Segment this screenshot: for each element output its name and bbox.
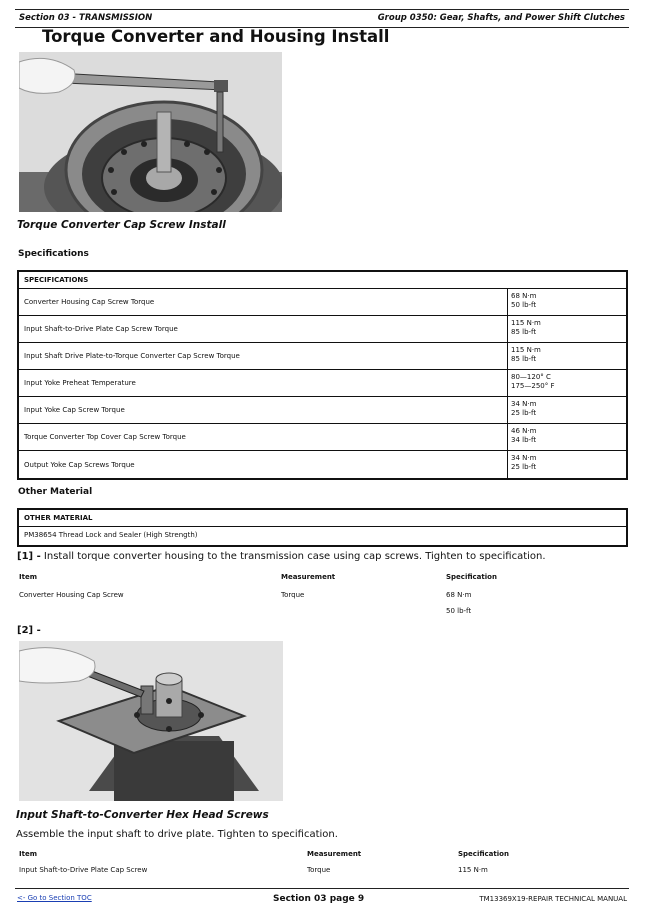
step-number: [1] - (17, 551, 41, 562)
spec-value (508, 289, 626, 315)
other-material-table (17, 508, 628, 547)
spec-label: Input Yoke Cap Screw Torque (19, 397, 508, 423)
spec-value-imperial: 85 lb-ft (511, 355, 537, 363)
table-row (19, 289, 626, 316)
page-footer (15, 888, 629, 908)
specification-cell: 50 lb-ft (446, 607, 472, 615)
spec-value-imperial: 25 lb-ft (511, 409, 537, 417)
other-material-heading: Other Material (18, 487, 93, 497)
figure1-caption: Torque Converter Cap Screw Install (17, 219, 226, 231)
column-header-item: Item (19, 573, 37, 581)
specifications-table (17, 270, 628, 480)
spec-label: Output Yoke Cap Screws Torque (19, 451, 508, 478)
specifications-heading: Specifications (18, 249, 89, 259)
step-instruction: Install torque converter housing to the transmission case using cap screws. Tighten to specification. (40, 551, 546, 562)
table-row (19, 451, 626, 478)
spec-value (508, 397, 626, 423)
step-1-spec-table (19, 573, 619, 618)
spec-value-metric: 115 N·m (511, 319, 541, 327)
table-row (19, 316, 626, 343)
page-header (15, 9, 629, 28)
table-row (19, 397, 626, 424)
manual-name: TM13369X19-REPAIR TECHNICAL MANUAL (479, 895, 627, 903)
item-cell: Input Shaft-to-Drive Plate Cap Screw (19, 866, 148, 874)
spec-value (508, 424, 626, 450)
spec-value (508, 451, 626, 478)
column-header-specification: Specification (446, 573, 497, 581)
group-label: Group 0350: Gear, Shafts, and Power Shift Clutches (377, 13, 625, 23)
column-header-specification: Specification (458, 850, 509, 858)
step-1-text (17, 551, 546, 562)
specification-cell: 115 N·m (458, 866, 488, 874)
spec-value-imperial: 85 lb-ft (511, 328, 537, 336)
column-header-measurement: Measurement (281, 573, 336, 581)
spec-value (508, 316, 626, 342)
spec-value-imperial: 34 lb-ft (511, 436, 537, 444)
spec-label: Input Shaft-to-Drive Plate Cap Screw Torque (19, 316, 508, 342)
item-cell: Converter Housing Cap Screw (19, 591, 124, 599)
spec-label: Converter Housing Cap Screw Torque (19, 289, 508, 315)
column-header-measurement: Measurement (307, 850, 362, 858)
step-2-number: [2] - (17, 625, 41, 636)
section-toc-link[interactable]: <- Go to Section TOC (17, 894, 92, 902)
spec-label: Input Yoke Preheat Temperature (19, 370, 508, 396)
specifications-table-header: SPECIFICATIONS (19, 272, 626, 289)
spec-value-metric: 34 N·m (511, 454, 537, 462)
table-row (19, 424, 626, 451)
spec-value-imperial: 175—250° F (511, 382, 555, 390)
input-shaft-photo (19, 641, 283, 801)
spec-value-metric: 34 N·m (511, 400, 537, 408)
section-label: Section 03 - TRANSMISSION (19, 13, 153, 23)
page-number: Section 03 page 9 (273, 894, 365, 904)
spec-value-metric: 80—120° C (511, 373, 551, 381)
other-material-table-header: OTHER MATERIAL (19, 510, 626, 527)
spec-value-imperial: 25 lb-ft (511, 463, 537, 471)
step-2-spec-table (19, 850, 619, 880)
page-title: Torque Converter and Housing Install (42, 27, 390, 46)
spec-value (508, 343, 626, 369)
spec-value-metric: 115 N·m (511, 346, 541, 354)
step-2-text: Assemble the input shaft to drive plate. Tighten to specification. (16, 829, 338, 840)
spec-label: Torque Converter Top Cover Cap Screw Torque (19, 424, 508, 450)
table-row (19, 343, 626, 370)
figure2-caption: Input Shaft-to-Converter Hex Head Screws (16, 809, 269, 821)
torque-converter-photo (19, 52, 282, 212)
spec-value-metric: 68 N·m (511, 292, 537, 300)
table-row: PM38654 Thread Lock and Sealer (High Strength) (24, 531, 198, 539)
table-row (19, 370, 626, 397)
spec-label: Input Shaft Drive Plate-to-Torque Converter Cap Screw Torque (19, 343, 508, 369)
spec-value-imperial: 50 lb-ft (511, 301, 537, 309)
specification-cell: 68 N·m (446, 591, 472, 599)
measurement-cell: Torque (307, 866, 331, 874)
measurement-cell: Torque (281, 591, 305, 599)
column-header-item: Item (19, 850, 37, 858)
spec-value-metric: 46 N·m (511, 427, 537, 435)
spec-value (508, 370, 626, 396)
